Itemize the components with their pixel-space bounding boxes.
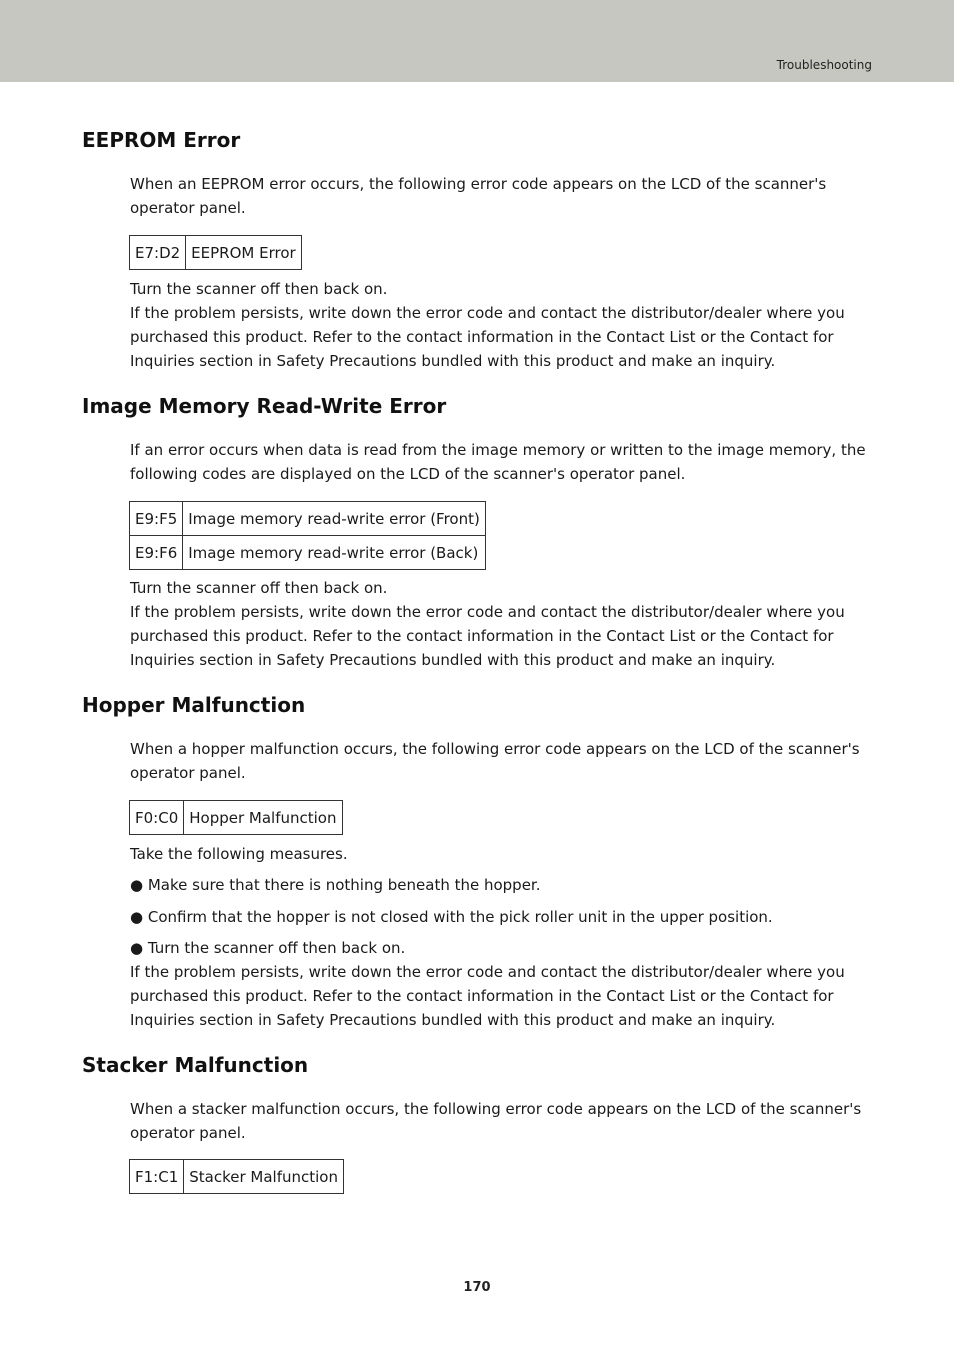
bullet-item: ● Confirm that the hopper is not closed with the pick roller unit in the upper position. [130, 908, 773, 926]
section-title-stacker-malfunction: Stacker Malfunction [82, 1053, 309, 1077]
table-row [130, 1160, 344, 1194]
section-title-hopper-malfunction: Hopper Malfunction [82, 693, 306, 717]
error-code: E7:D2 [130, 236, 186, 270]
section-intro: When a stacker malfunction occurs, the following error code appears on the LCD of the scanner's operator panel. [130, 1100, 862, 1142]
table-row [130, 801, 343, 835]
section-action: Take the following measures. [130, 845, 348, 863]
page-header [0, 0, 954, 82]
table-row [130, 536, 486, 570]
page-number: 170 [463, 1280, 491, 1295]
error-description: EEPROM Error [186, 236, 302, 270]
bullet-item: ● Turn the scanner off then back on. [130, 939, 406, 957]
header-section-label: Troubleshooting [776, 58, 872, 72]
error-code-table [129, 1159, 344, 1194]
error-code: F1:C1 [130, 1160, 184, 1194]
section-intro: When an EEPROM error occurs, the following error code appears on the LCD of the scanner's operator panel. [130, 175, 827, 217]
error-code-table [129, 235, 302, 270]
error-description: Image memory read-write error (Back) [183, 536, 486, 570]
section-followup: If the problem persists, write down the error code and contact the distributor/dealer where you purchased this product. Refer to the contact information in the Contact List or the Contact for Inquiries section in Safety Precautions bundled with this product and make an inquiry. [130, 304, 845, 370]
section-title-eeprom-error: EEPROM Error [82, 128, 241, 152]
section-intro: If an error occurs when data is read from the image memory or written to the image memory, the following codes are displayed on the LCD of the scanner's operator panel. [130, 441, 866, 483]
error-description: Stacker Malfunction [184, 1160, 344, 1194]
error-code: E9:F5 [130, 502, 183, 536]
section-followup: If the problem persists, write down the error code and contact the distributor/dealer where you purchased this product. Refer to the contact information in the Contact List or the Contact for Inquiries section in Safety Precautions bundled with this product and make an inquiry. [130, 603, 845, 669]
table-row [130, 502, 486, 536]
section-intro: When a hopper malfunction occurs, the following error code appears on the LCD of the scanner's operator panel. [130, 740, 860, 782]
error-code-table [129, 501, 486, 570]
section-action: Turn the scanner off then back on. [130, 280, 388, 298]
table-row [130, 236, 302, 270]
section-action: Turn the scanner off then back on. [130, 579, 388, 597]
section-followup: If the problem persists, write down the error code and contact the distributor/dealer where you purchased this product. Refer to the contact information in the Contact List or the Contact for Inquiries section in Safety Precautions bundled with this product and make an inquiry. [130, 963, 845, 1029]
section-title-image-memory-error: Image Memory Read-Write Error [82, 394, 447, 418]
error-description: Hopper Malfunction [184, 801, 342, 835]
bullet-item: ● Make sure that there is nothing beneath the hopper. [130, 876, 541, 894]
error-code: E9:F6 [130, 536, 183, 570]
error-description: Image memory read-write error (Front) [183, 502, 486, 536]
error-code-table [129, 800, 343, 835]
error-code: F0:C0 [130, 801, 184, 835]
